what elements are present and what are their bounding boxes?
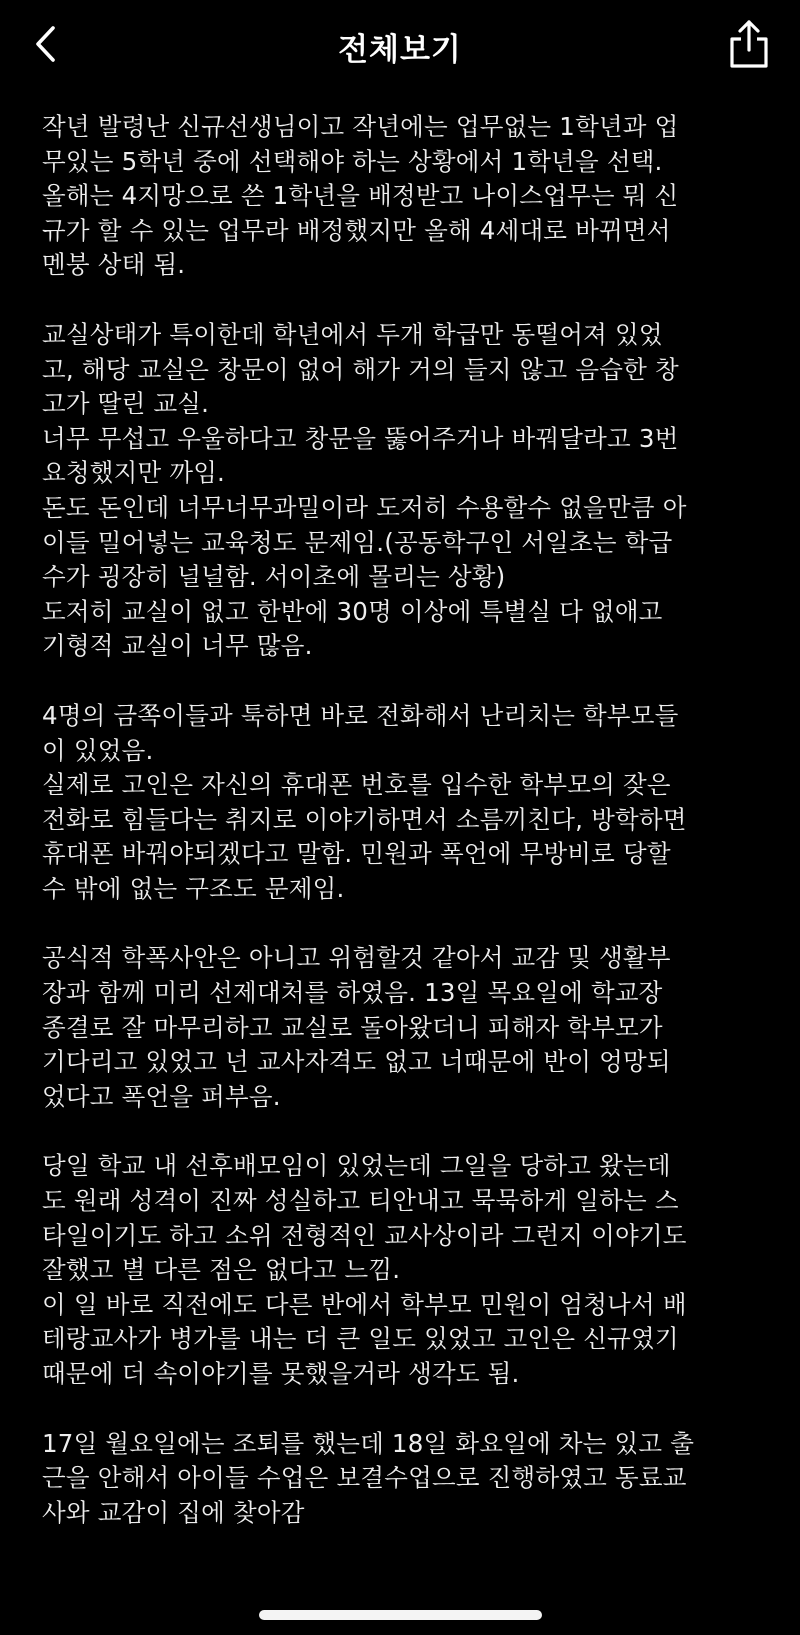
page-title: 전체보기 xyxy=(338,32,462,68)
text-line: 테랑교사가 병가를 내는 더 큰 일도 있었고 고인은 신규였기 xyxy=(42,1324,679,1354)
text-line: 기다리고 있었고 넌 교사자격도 없고 너때문에 반이 엉망되 xyxy=(42,1047,671,1077)
home-indicator xyxy=(259,1610,542,1620)
paragraph xyxy=(42,1427,762,1531)
text-line: 요청했지만 까임. xyxy=(42,458,226,488)
text-line: 타일이기도 하고 소위 전형적인 교사상이라 그런지 이야기도 xyxy=(42,1220,687,1250)
text-line: 도저히 교실이 없고 한반에 30명 이상에 특별실 다 없애고 xyxy=(42,596,663,626)
navigation-bar xyxy=(0,0,800,92)
paragraph xyxy=(42,699,762,907)
paragraph xyxy=(42,1149,762,1391)
text-line: 공식적 학폭사안은 아니고 위험할것 같아서 교감 및 생활부 xyxy=(42,943,671,973)
paragraph xyxy=(42,941,762,1114)
paragraph xyxy=(42,110,762,283)
text-line: 실제로 고인은 자신의 휴대폰 번호를 입수한 학부모의 잦은 xyxy=(42,770,671,800)
text-line: 도 원래 성격이 진짜 성실하고 티안내고 묵묵하게 일하는 스 xyxy=(42,1186,679,1216)
text-line: 무있는 5학년 중에 선택해야 하는 상황에서 1학년을 선택. xyxy=(42,146,663,176)
text-line: 수가 굉장히 널널함. 서이초에 몰리는 상황) xyxy=(42,562,506,592)
text-line: 이 있었음. xyxy=(42,735,154,765)
text-line: 너무 무섭고 우울하다고 창문을 뚫어주거나 바꿔달라고 3번 xyxy=(42,423,679,453)
text-line: 사와 교감이 집에 찾아감 xyxy=(42,1497,305,1527)
text-line: 고, 해당 교실은 창문이 없어 해가 거의 들지 않고 음습한 창 xyxy=(42,354,679,384)
text-line: 작년 발령난 신규선생님이고 작년에는 업무없는 1학년과 업 xyxy=(42,112,679,141)
text-line: 종결로 잘 마무리하고 교실로 돌아왔더니 피해자 학부모가 xyxy=(42,1012,663,1042)
text-line: 돈도 돈인데 너무너무과밀이라 도저히 수용할수 없을만큼 아 xyxy=(42,492,687,522)
text-line: 잘했고 별 다른 점은 없다고 느낌. xyxy=(42,1255,401,1285)
text-line: 멘붕 상태 됨. xyxy=(42,250,186,280)
text-line: 장과 함께 미리 선제대처를 하였음. 13일 목요일에 학교장 xyxy=(42,978,663,1008)
text-line: 근을 안해서 아이들 수업은 보결수업으로 진행하였고 동료교 xyxy=(42,1463,687,1493)
share-icon xyxy=(728,19,770,69)
text-line: 이들 밀어넣는 교육청도 문제임.(공동학구인 서일초는 학급 xyxy=(42,527,673,557)
text-line: 규가 할 수 있는 업무라 배정했지만 올해 4세대로 바뀌면서 xyxy=(42,215,671,245)
text-line: 휴대폰 바꿔야되겠다고 말함. 민원과 폭언에 무방비로 당할 xyxy=(42,839,671,869)
text-line: 고가 딸린 교실. xyxy=(42,389,210,419)
text-line: 었다고 폭언을 퍼부음. xyxy=(42,1081,281,1111)
post-body xyxy=(42,110,762,1565)
text-line: 17일 월요일에는 조퇴를 했는데 18일 화요일에 차는 있고 출 xyxy=(42,1428,695,1458)
text-line: 전화로 힘들다는 취지로 이야기하면서 소름끼친다, 방학하면 xyxy=(42,804,687,834)
paragraph xyxy=(42,318,762,664)
share-button[interactable] xyxy=(724,16,774,72)
text-line: 교실상태가 특이한데 학년에서 두개 학급만 동떨어져 있었 xyxy=(42,319,663,349)
text-line: 때문에 더 속이야기를 못했을거라 생각도 됨. xyxy=(42,1359,520,1388)
text-line: 수 밖에 없는 구조도 문제임. xyxy=(42,873,345,903)
text-line: 기형적 교실이 너무 많음. xyxy=(42,631,313,661)
text-line: 이 일 바로 직전에도 다른 반에서 학부모 민원이 엄청나서 배 xyxy=(42,1289,687,1319)
text-line: 당일 학교 내 선후배모임이 있었는데 그일을 당하고 왔는데 xyxy=(42,1151,671,1181)
text-line: 올해는 4지망으로 쓴 1학년을 배정받고 나이스업무는 뭐 신 xyxy=(42,181,679,211)
text-line: 4명의 금쪽이들과 툭하면 바로 전화해서 난리치는 학부모들 xyxy=(42,700,679,730)
